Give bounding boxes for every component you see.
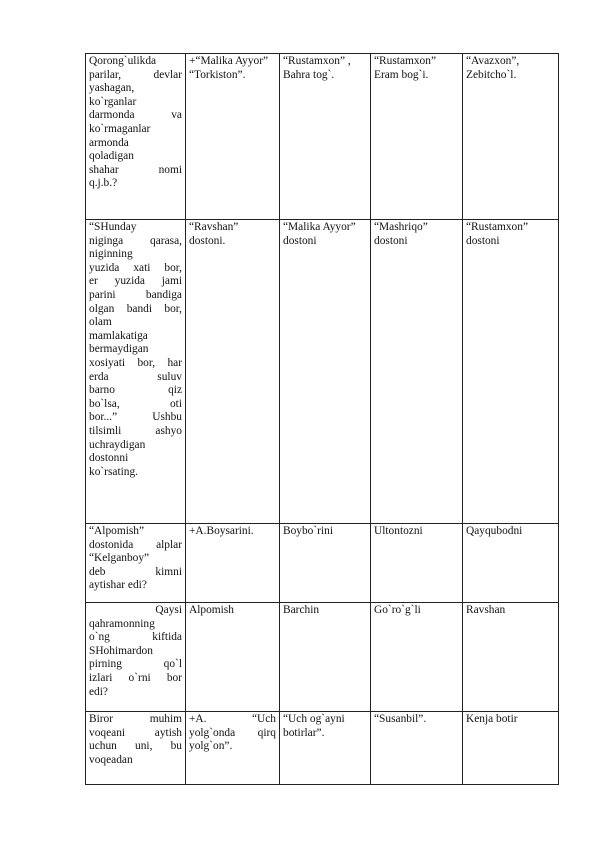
question-line: uchun uni, bu <box>89 740 182 753</box>
question-cell <box>86 220 186 524</box>
option-d-cell: Qayqubodni <box>463 524 559 603</box>
question-line: yuzida xati bor, <box>89 261 182 274</box>
question-line: Qaysi <box>155 604 182 616</box>
question-line: er yuzida jami <box>89 275 182 288</box>
question-line: dostonida alplar <box>89 538 182 551</box>
question-line: darmonda va <box>89 109 182 122</box>
question-line: olam <box>89 316 112 329</box>
question-line: erda suluv <box>89 370 182 383</box>
question-cell <box>86 54 186 220</box>
question-line: tilsimli ashyo <box>89 424 182 437</box>
question-line: yashagan, <box>89 82 135 95</box>
table-row <box>86 54 559 220</box>
question-line: bo`lsa, oti <box>89 397 182 410</box>
question-line: armonda <box>89 136 129 149</box>
question-line: qahramonning <box>89 617 155 630</box>
table-row <box>86 220 559 524</box>
question-line: “SHunday <box>89 221 137 233</box>
question-line: Qorong`ulikda <box>89 55 157 67</box>
question-line: niginning <box>89 248 133 261</box>
question-line: ko`rsating. <box>89 465 139 478</box>
question-line: olgan bandi bor, <box>89 302 182 315</box>
question-cell <box>86 712 186 785</box>
option-b-cell: Boybo`rini <box>280 524 371 603</box>
option-a-cell: +“Malika Ayyor” “Torkiston”. <box>186 54 280 220</box>
question-cell <box>86 524 186 603</box>
question-line: bor...” Ushbu <box>89 411 182 424</box>
table-row <box>86 712 559 785</box>
option-c-cell: “Mashriqo” dostoni <box>371 220 463 524</box>
question-line: voqeadan <box>89 753 133 766</box>
table-row <box>86 524 559 603</box>
question-line: ko`rmaganlar <box>89 122 151 135</box>
option-b-cell: “Malika Ayyor” dostoni <box>280 220 371 524</box>
table-row <box>86 603 559 712</box>
question-line: Biror muhim <box>89 713 182 725</box>
option-d-cell: Ravshan <box>463 603 559 712</box>
question-line: aytishar edi? <box>89 579 147 592</box>
question-line: mamlakatiga <box>89 329 148 342</box>
question-line: edi? <box>89 685 108 698</box>
question-line: dostonni <box>89 452 129 465</box>
question-line: izlari o`rni bor <box>89 671 182 684</box>
option-a-cell: +A. “Uch yolg`onda qirq yolg`on”. <box>186 712 280 785</box>
option-d-cell: Kenja botir <box>463 712 559 785</box>
question-line: xosiyati bor, har <box>89 356 182 369</box>
question-line: qoladigan <box>89 150 134 163</box>
question-line: parilar, devlar <box>89 68 182 81</box>
question-line: niginga qarasa, <box>89 234 182 247</box>
option-d-cell: “Avazxon”, Zebitcho`l. <box>463 54 559 220</box>
option-b-cell: “Uch og`ayni botirlar”. <box>280 712 371 785</box>
question-line: pirning qo`l <box>89 658 182 671</box>
quiz-table <box>85 53 559 785</box>
question-line: “Alpomish” <box>89 525 145 537</box>
option-c-cell: “Susanbil”. <box>371 712 463 785</box>
option-c-cell: “Rustamxon” Eram bog`i. <box>371 54 463 220</box>
option-b-cell: Barchin <box>280 603 371 712</box>
option-d-cell: “Rustamxon” dostoni <box>463 220 559 524</box>
option-a-cell: Alpomish <box>186 603 280 712</box>
question-line: SHohimardon <box>89 644 153 657</box>
option-c-cell: Ultontozni <box>371 524 463 603</box>
question-line: “Kelganboy” <box>89 552 150 565</box>
question-line: uchraydigan <box>89 438 146 451</box>
option-c-cell: Go`ro`g`li <box>371 603 463 712</box>
question-line: voqeani aytish <box>89 726 182 739</box>
question-line: bermaydigan <box>89 343 149 356</box>
question-line: parini bandiga <box>89 288 182 301</box>
question-line: barno qiz <box>89 384 182 397</box>
option-a-cell: “Ravshan” dostoni. <box>186 220 280 524</box>
question-line: ko`rganlar <box>89 95 137 108</box>
question-line: deb kimni <box>89 565 182 578</box>
question-cell <box>86 603 186 712</box>
question-line: shahar nomi <box>89 163 182 176</box>
question-line: q.j.b.? <box>89 177 118 190</box>
option-b-cell: “Rustamxon” , Bahra tog`. <box>280 54 371 220</box>
question-line: o`ng kiftida <box>89 631 182 644</box>
option-a-cell: +A.Boysarini. <box>186 524 280 603</box>
